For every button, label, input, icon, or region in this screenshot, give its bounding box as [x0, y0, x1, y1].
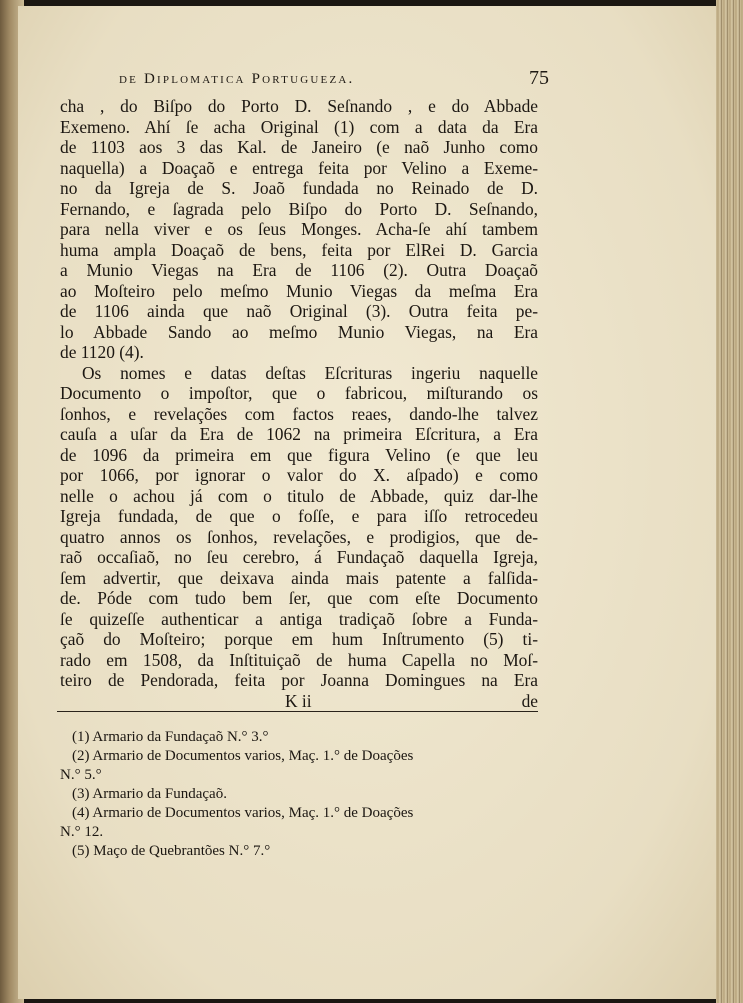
text-line: Igreja fundada, de que o foſſe, e para iſſo retrocedeu [60, 506, 538, 526]
text-line: ſonhos, e revelações com factos reaes, dando-lhe talvez [60, 403, 538, 424]
text-line: quatro annos os ſonhos, revelações, e prodigios, que de- [60, 526, 538, 547]
text-line: de 1120 (4). [60, 342, 144, 362]
body-text [60, 96, 538, 711]
footnotes [60, 728, 538, 861]
text-line: rado em 1508, da Inſtituiçaõ de huma Capella no Moſ- [60, 649, 538, 670]
signature-line [60, 691, 538, 712]
footnote: (1) Armario da Fundaçaõ N.° 3.° [72, 729, 269, 745]
page-number: 75 [529, 67, 549, 89]
footnote-continuation: N.° 5.° [60, 767, 102, 783]
footnote-rule [57, 711, 538, 712]
signature-mark: K ii [285, 690, 312, 711]
text-line: cauſa a uſar da Era de 1062 na primeira Eſcritura, a Era [60, 424, 538, 444]
running-title: de Diplomatica Portugueza. [119, 71, 355, 87]
text-line: ao Moſteiro pelo meſmo Munio Viegas da meſma Era [60, 280, 538, 301]
text-line: Documento o impoſtor, que o fabricou, miſturando os [60, 383, 538, 403]
footnote-continuation: N.° 12. [60, 824, 104, 840]
text-line: Fernando, e ſagrada pelo Biſpo do Porto D. Seſnando, [60, 198, 538, 219]
text-line: Exemeno. Ahí ſe acha Original (1) com a data da Era [60, 116, 538, 137]
text-line: nelle o achou já com o titulo de Abbade, quiz dar-lhe [60, 485, 538, 506]
text-line: çaõ do Moſteiro; porque em hum Inſtrumento (5) ti- [60, 629, 538, 649]
footnote: (3) Armario da Fundaçaõ. [72, 786, 227, 802]
text-line: de 1103 aos 3 das Kal. de Janeiro (e naõ Junho como [60, 137, 538, 157]
text-line: raõ occaſiaõ, no ſeu cerebro, á Fundaçaõ daquella Igreja, [60, 547, 538, 567]
page-header [119, 67, 549, 93]
text-line: por 1066, por ignorar o valor do X. aſpado) e como [60, 465, 538, 485]
text-line: Os nomes e datas deſtas Eſcrituras ingeriu naquelle [82, 362, 538, 383]
text-line: teiro de Pendorada, feita por Joanna Domingues na Era [60, 670, 538, 690]
footnote: (4) Armario de Documentos varios, Maç. 1.° de Doações [72, 805, 414, 821]
text-line: no da Igreja de S. Joaõ fundada no Reinado de D. [60, 178, 538, 198]
footnote: (2) Armario de Documentos varios, Maç. 1.° de Doações [72, 748, 414, 764]
text-line: para nella viver e os ſeus Monges. Acha-ſe ahí tambem [60, 219, 538, 239]
text-line: de. Póde com tudo bem ſer, que com eſte Documento [60, 588, 538, 608]
page-stack-edge [716, 0, 743, 1003]
text-line: de 1106 ainda que naõ Original (3). Outra feita pe- [60, 301, 538, 321]
catchword: de [521, 690, 538, 711]
text-line: naquella) a Doaçaõ e entrega feita por Velino a Exeme- [60, 157, 538, 178]
text-line: ſem advertir, que deixava ainda mais patente a falſida- [60, 567, 538, 588]
text-line: de 1096 da primeira em que figura Velino (e que leu [60, 444, 538, 465]
text-line: ſe quizeſſe authenticar a antiga tradiçaõ ſobre a Funda- [60, 608, 538, 629]
text-line: huma ampla Doaçaõ de bens, feita por ElRei D. Garcia [60, 239, 538, 260]
text-line: a Munio Viegas na Era de 1106 (2). Outra Doaçaõ [60, 260, 538, 280]
text-line: cha , do Biſpo do Porto D. Seſnando , e do Abbade [60, 96, 538, 116]
footnote: (5) Maço de Quebrantões N.° 7.° [72, 843, 271, 859]
text-line: lo Abbade Sando ao meſmo Munio Viegas, na Era [60, 321, 538, 342]
